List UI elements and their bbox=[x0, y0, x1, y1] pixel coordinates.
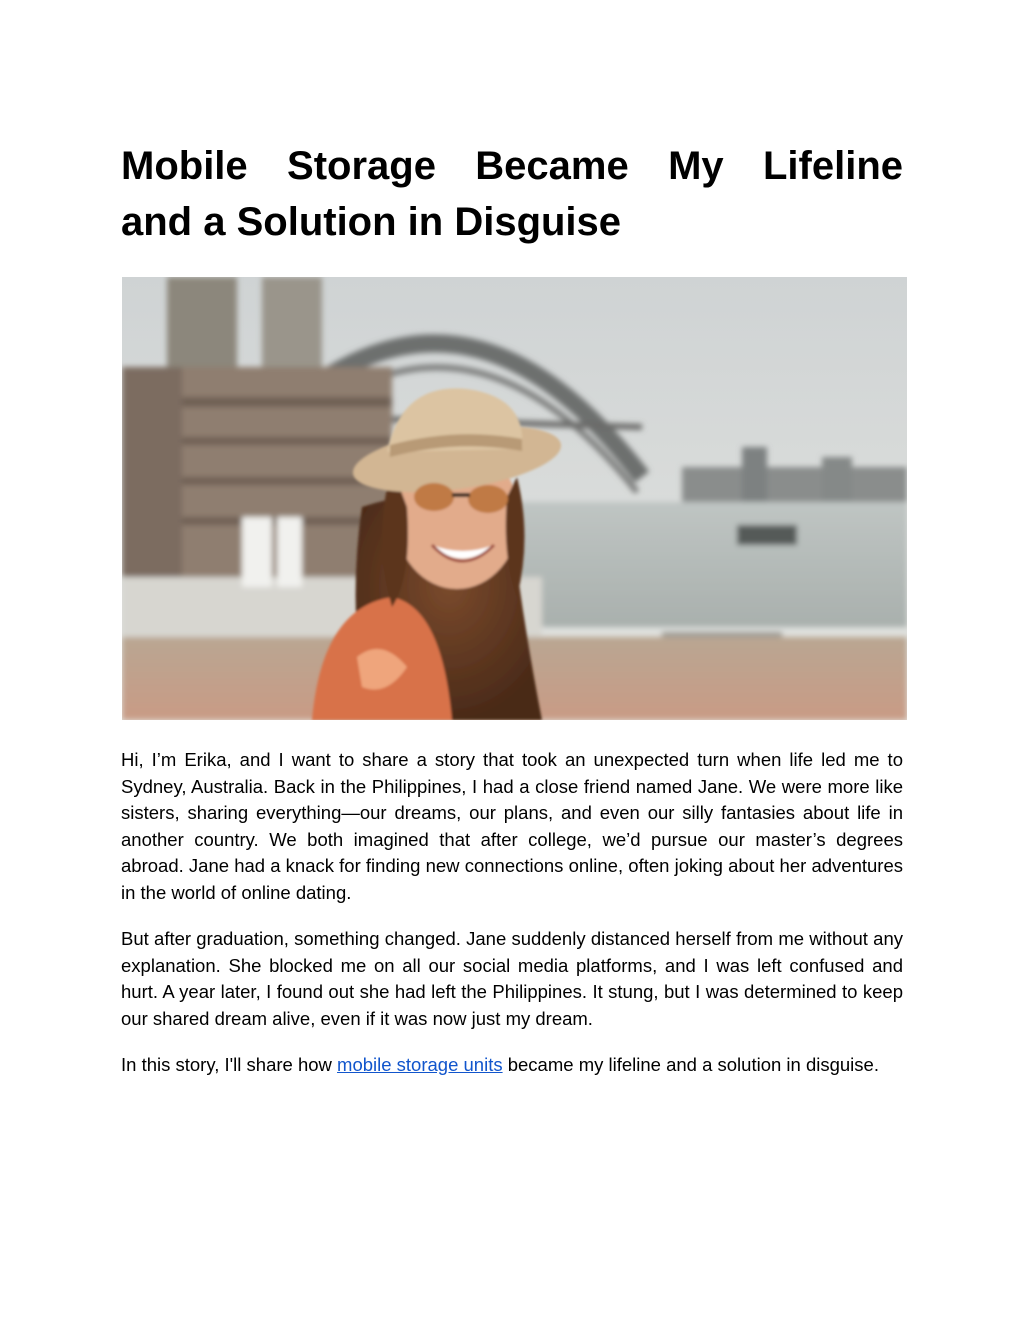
article-photo bbox=[122, 277, 907, 720]
article-body bbox=[121, 747, 903, 1099]
paragraph-3-text-before: In this story, I'll share how bbox=[121, 1054, 338, 1075]
article-title-line-2: and a Solution in Disguise bbox=[121, 200, 622, 244]
article-title-line-1: Mobile Storage Became My Lifeline bbox=[121, 144, 903, 188]
paragraph-2: But after graduation, something changed. Jane suddenly distanced herself from me without any explanation. She blocked me on all our social media platforms, and I was left confused and hurt. A year later, I found out she had left the Philippines. It stung, but I was determined to keep our shared dream alive, even if it was now just my dream. bbox=[121, 928, 903, 1029]
paragraph-1: Hi, I’m Erika, and I want to share a story that took an unexpected turn when life led me to Sydney, Australia. Back in the Philippines, I had a close friend named Jane. We were more like sisters, sharing everything—our dreams, our plans, and even our silly fantasies about life in another country. We both imagined that after college, we’d pursue our master’s degrees abroad. Jane had a knack for finding new connections online, often joking about her adventures in the world of online dating. bbox=[121, 749, 903, 903]
article-title bbox=[121, 138, 903, 250]
mobile-storage-units-link[interactable]: mobile storage units bbox=[337, 1054, 503, 1075]
paragraph-3 bbox=[121, 1052, 903, 1079]
paragraph-3-text-after: became my lifeline and a solution in disguise. bbox=[502, 1054, 879, 1075]
woman-harbour-image bbox=[122, 277, 907, 720]
